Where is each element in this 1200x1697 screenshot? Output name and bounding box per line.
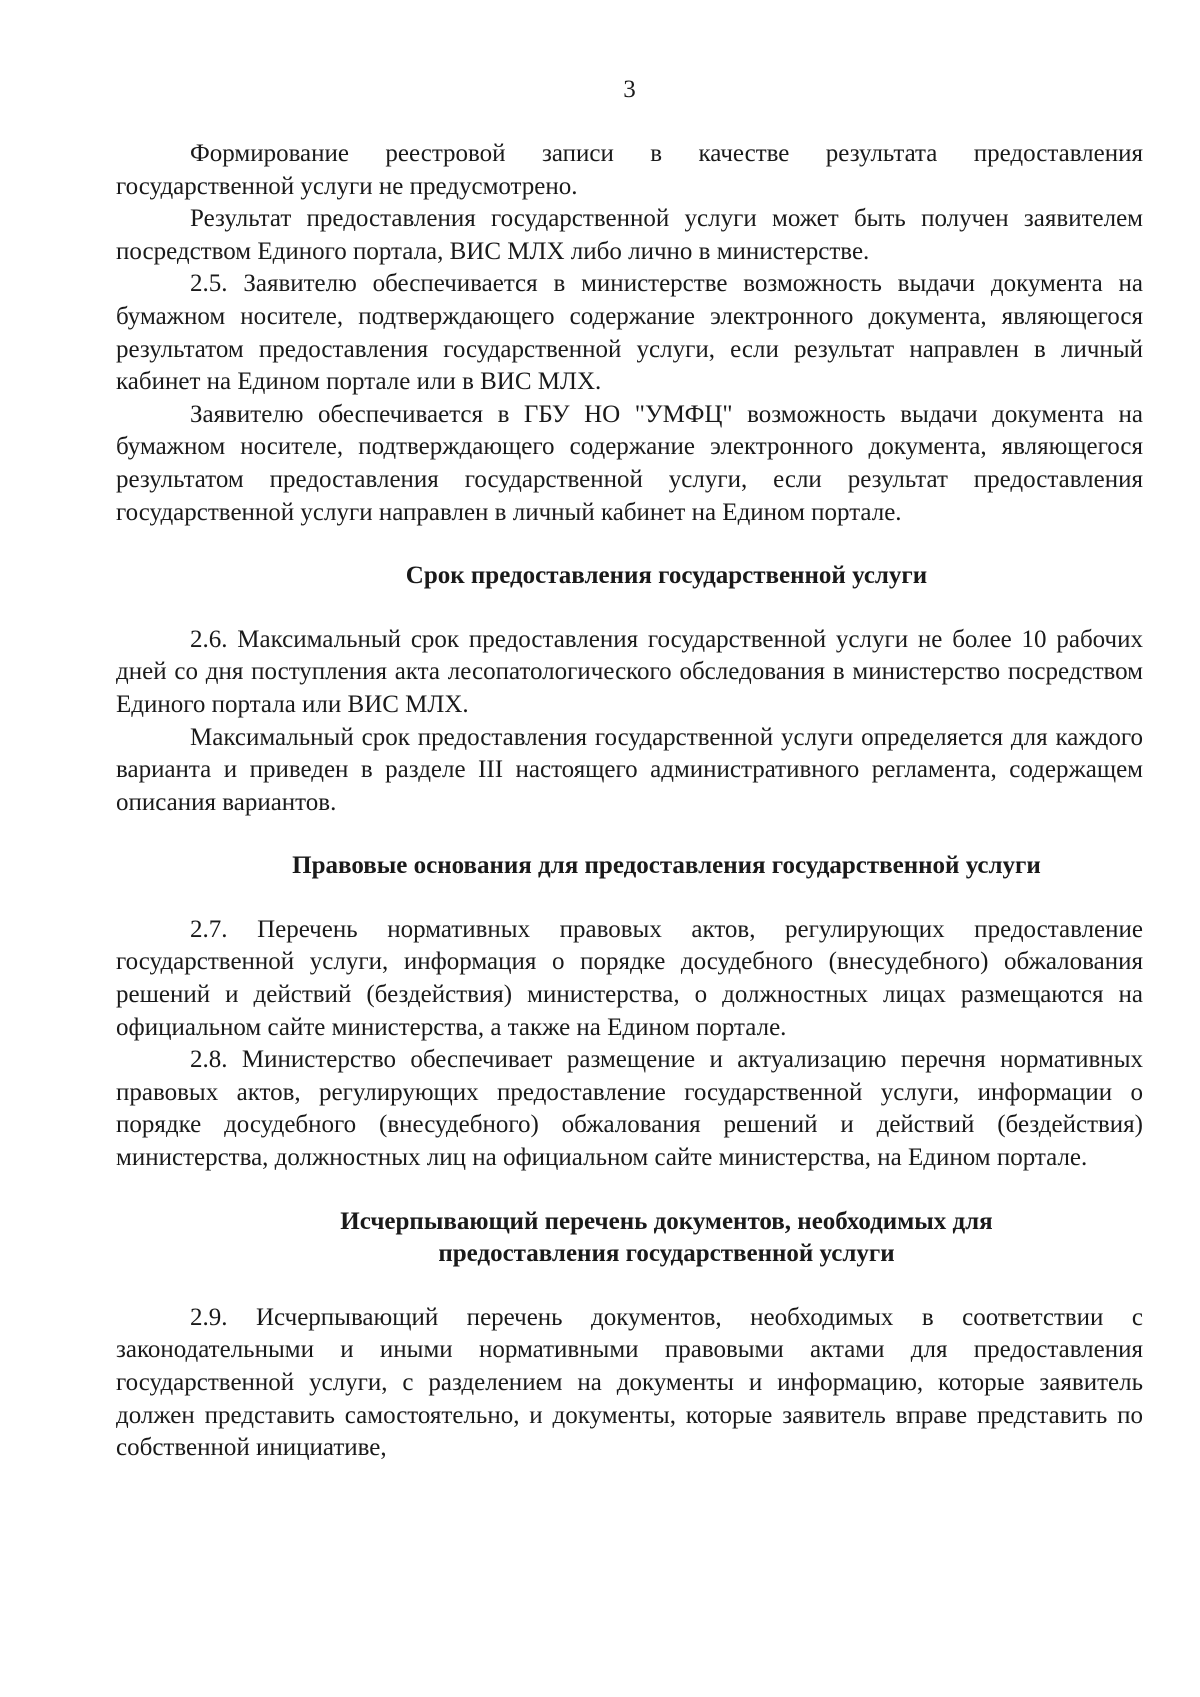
document-body [116,138,1143,1465]
paragraph: Заявителю обеспечивается в ГБУ НО "УМФЦ" возможность выдачи документа на бумажном носителе, подтверждающего содержание электронного документа, являющегося результатом предоставления государственной услуги, если результат предоставления государственной услуги направлен в личный кабинет на Едином портале. [116,400,1143,526]
paragraph: 2.6. Максимальный срок предоставления государственной услуги не более 10 рабочих дней со дня поступления акта лесопатологического обследования в министерство посредством Единого портала или ВИС МЛХ. [116,625,1143,718]
paragraph: 2.9. Исчерпывающий перечень документов, необходимых в соответствии с законодательными и иными нормативными правовыми актами для предоставления государственной услуги, с разделением на документы и информацию, которые заявитель должен представить самостоятельно, и документы, которые заявитель вправе представить по собственной инициативе, [116,1303,1143,1462]
page-number: 3 [623,76,636,103]
section-heading: Исчерпывающий перечень документов, необходимых для предоставления государственной услуги [340,1207,993,1268]
section-heading: Правовые основания для предоставления государственной услуги [292,852,1041,880]
paragraph: 2.7. Перечень нормативных правовых актов, регулирующих предоставление государственной услуги, информация о порядке досудебного (внесудебного) обжалования решений и действий (бездействия) министерства, о должностных лицах размещаются на официальном сайте министерства, а также на Едином портале. [116,915,1143,1041]
paragraph: Формирование реестровой записи в качестве результата предоставления государственной услуги не предусмотрено. [116,140,1143,200]
paragraph: 2.8. Министерство обеспечивает размещение и актуализацию перечня нормативных правовых актов, регулирующих предоставление государственной услуги, информации о порядке досудебного (внесудебного) обжалования решений и действий (бездействия) министерства, должностных лиц на официальном сайте министерства, на Едином портале. [116,1046,1143,1172]
paragraph: Результат предоставления государственной услуги может быть получен заявителем посредством Единого портала, ВИС МЛХ либо лично в министерстве. [116,205,1143,265]
section-heading: Срок предоставления государственной услуги [405,562,928,590]
paragraph: Максимальный срок предоставления государственной услуги определяется для каждого варианта и приведен в разделе III настоящего административного регламента, содержащем описания вариантов. [116,723,1143,816]
paragraph: 2.5. Заявителю обеспечивается в министерстве возможность выдачи документа на бумажном носителе, подтверждающего содержание электронного документа, являющегося результатом предоставления государственной услуги, если результат направлен в личный кабинет на Едином портале или в ВИС МЛХ. [116,270,1143,396]
